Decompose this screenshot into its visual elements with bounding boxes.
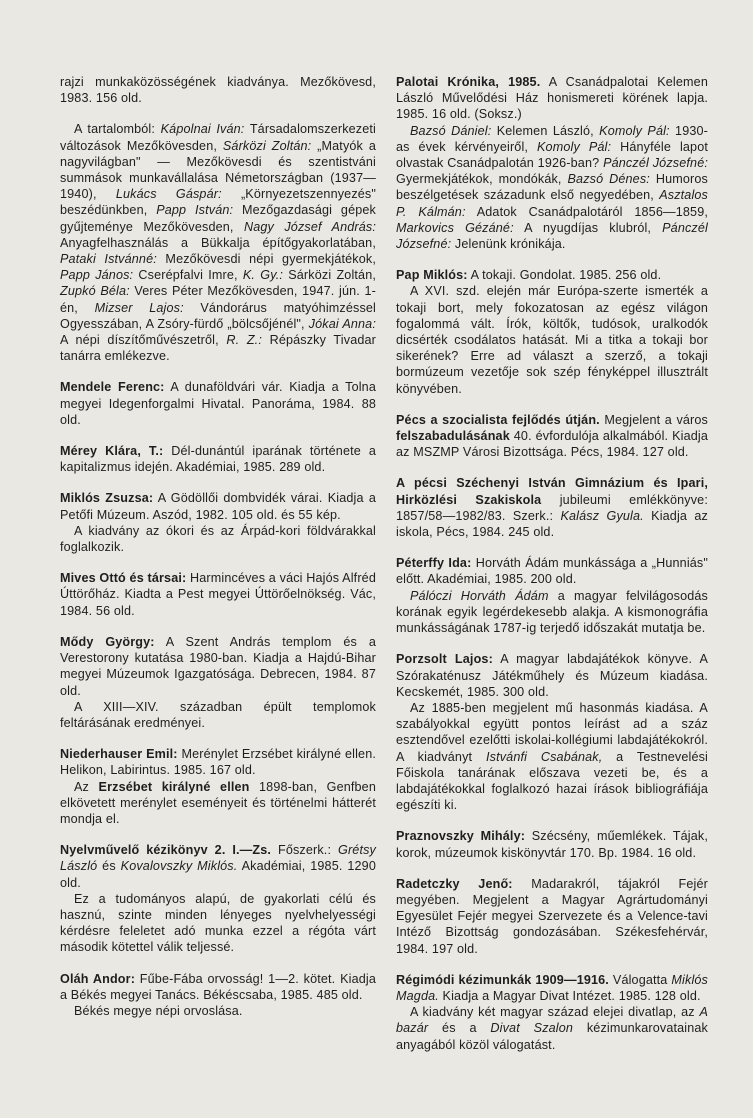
italic-text: Zupkó Béla: [60,284,130,299]
italic-text: Istvánfi Csabának, [485,749,603,764]
text-run: jubileumi emlékkönyve: 1857/58—1982/83. Szerk.: [396,492,708,523]
text-run: A Csanádpalotai Kelemen László Művelődési Ház honismereti körének lapja. 1985. 16 old. (Soksz.) [396,75,708,122]
entry-citation [396,972,708,1004]
bibliography-entry [396,267,708,397]
text-run: A nyugdíjas klubról, [513,220,663,235]
bold-text: A pécsi Széchenyi István Gimnázium és Ipari, Hirközlési Szakiskola [396,476,708,507]
right-column [396,74,708,1068]
text-run: Anyagfelhasználás a Bükkalja építőgyakorlatában, [60,235,376,250]
text-run: rajzi munkaközösségének kiadványa. Mezőkövesd, 1983. 156 old. [60,75,376,106]
bibliography-entry [60,443,376,475]
text-run: Mezőgazdasági gépek gyűjteménye Mezőkövesden, [60,203,376,234]
italic-text: Mizser Lajos: [94,300,184,315]
left-column [60,74,376,1034]
text-run: A dunaföldvári vár. Kiadja a Tolna megyei Idegenforgalmi Hivatal. Panoráma, 1984. 88 old. [60,380,376,427]
text-run: „Matyók a nagyvilágban" — Mezőkövesdi és szentistváni summások munkavállalása Németországban (1937—1940), [60,138,376,202]
text-run: Humoros beszélgetések századunk első negyedében, [396,172,708,203]
text-run: a magyar felvilágosodás korának egyik legérdekesebb alakja. A kismonográfia munkásságának 1787-ig terjedő időszakát mutatja be. [396,588,708,636]
bold-text: Régimódi kézimunkák 1909—1916. [396,972,609,987]
entry-citation [396,828,708,860]
text-run: és a [428,1021,491,1036]
text-run: Az [74,779,99,794]
text-run: Cserépfalvi Imre, [133,268,243,283]
bibliography-entry [396,475,708,540]
text-run: Főszerk.: [271,843,338,858]
italic-text: Kovalovszky Miklós. [120,859,238,874]
bold-text: Praznovszky Mihály: [396,829,526,844]
text-run: Gyermekjátékok, mondókák, [396,172,568,187]
italic-text: Papp István: [156,203,234,218]
entry-annotation [60,891,376,956]
text-run: Madarakról, tájakról Fejér megyében. Megjelent a Magyar Agrártudományi Egyesület Fejér megyei Szervezete és a Velence-tavi Intéző Bizottság gondozásában. Székesfehérvár, 1984. 197 old. [396,876,708,956]
entry-citation [60,443,376,475]
bold-text: Mendele Ferenc: [60,380,165,395]
italic-text: Asztalos P. Kálmán: [396,188,708,219]
entry-citation [60,379,376,428]
bold-text: Péterffy Ida: [396,556,472,571]
text-run: Horváth Ádám munkássága a „Hunniás" előtt. Akadémiai, 1985. 200 old. [396,556,709,587]
entry-citation [396,412,708,461]
text-run: A kiadvány az ókori és az Árpád-kori földvárakkal foglalkozik. [60,523,376,555]
entry-annotation [60,1003,376,1019]
italic-text: A bazár [396,1005,708,1036]
entry-annotation [60,779,376,828]
italic-text: Pánczél Józsefné: [396,220,708,252]
bibliography-entry [396,74,708,252]
text-run: Jelenünk krónikája. [451,237,566,252]
bibliography-entry [60,634,376,731]
bold-text: Erzsébet királyné ellen [98,779,250,794]
entry-annotation [60,699,376,731]
entry-annotation [396,700,708,813]
text-run: Megjelent a város [599,412,708,427]
italic-text: Markovics Gézáné: [396,220,514,235]
entry-annotation [396,283,708,396]
bold-text: felszabadulásának [396,429,510,444]
italic-text: R. Z.: [226,333,262,348]
text-run: A népi díszítőművészetről, [60,333,227,348]
entry-citation [60,842,376,891]
text-run: Kiadja az iskola, Pécs, 1984. 245 old. [396,508,709,540]
entry-citation [60,490,376,522]
text-run: Hányféle lapot olvastak Csanádpalotán 1926-ban? [396,139,709,171]
text-run: A tartalomból: [74,122,161,137]
text-run: 1930-as évek kérvényeiről, [396,123,709,154]
text-run: A Gödöllői dombvidék várai. Kiadja a Petőfi Múzeum. Aszód, 1982. 105 old. és 55 kép. [60,491,376,522]
text-run: és [97,859,121,874]
bibliography-entry [60,570,376,619]
entry-citation [60,570,376,619]
bibliography-entry [60,379,376,428]
text-run: Sárközi Zoltán, [283,268,377,283]
text-run: Fűbe-Fába orvosság! 1—2. kötet. Kiadja a Békés megyei Tanács. Békéscsaba, 1985. 485 old. [60,971,376,1002]
text-run: Répászky Tivadar tanárra emlékezve. [60,333,376,364]
text-run: Adatok Csanádpalotáról 1856—1859, [465,204,708,219]
text-run: A Szent András templom és a Verestorony kutatása 1980-ban. Kiadja a Hajdú-Bihar megyei Múzeumok Igazgatósága. Debrecen, 1984. 87 old. [60,634,376,698]
italic-text: Pálóczi Horváth Ádám [410,588,549,603]
text-run: „Környezetszennyezés" beszédünkben, [60,187,376,218]
text-run: A XIII—XIV. században épült templomok feltárásának eredményei. [60,699,376,730]
text-run: Merénylet Erzsébet királyné ellen. Helikon, Labirintus. 1985. 167 old. [60,747,376,778]
text-run: a Testnevelési Főiskola tanárának előszava vezeti be, és a labdajátékokkal foglalkozó hazai írások bibliográfiája egészíti ki. [396,749,708,813]
bibliography-entry [60,842,376,955]
bold-text: Radetczky Jenő: [396,876,513,891]
bold-text: Nyelvművelő kézikönyv 2. I.—Zs. [60,843,272,858]
text-run: Vándorárus matyóhimzéssel Ogyesszában, A Zsóry-fürdő „bölcsőjénél", [60,300,377,331]
entry-annotation [396,588,708,637]
italic-text: Pánczél Józsefné: [603,156,708,171]
bibliography-entry [60,121,376,364]
text-run: Kelemen László, [491,123,600,138]
bold-text: Miklós Zsuzsa: [60,491,154,506]
entry-citation [396,74,708,123]
italic-text: Grétsy László [60,843,376,874]
bold-text: Mives Ottó és társai: [60,571,187,586]
entry-annotation [396,1004,708,1053]
bold-text: Pap Miklós: [396,268,468,283]
bibliography-entry [396,412,708,461]
text-run: 1898-ban, Genfben elkövetett merénylet eseményeit és történelmi hátterét mondja el. [60,779,376,826]
text-run: A magyar labdajátékok könyve. A Szórakaténusz Játékműhely és Múzeum kiadása. Kecskemét, 1985. 300 old. [396,652,709,699]
italic-text: Bazsó Dániel: [410,123,492,138]
text-run: Az 1885-ben megjelent mű hasonmás kiadása. A szabályokkal együtt pontos leírást ad a száz esztendővel ezelőtti iskolai-kollégiumi labdajátékokról. A kiadványt [396,700,708,764]
text-run: Társadalomszerkezeti változások Mezőkövesden, [60,122,377,153]
bold-text: Niederhauser Emil: [60,747,178,762]
entry-citation [60,746,376,778]
entry-citation [396,876,708,957]
text-run: Válogatta [608,972,672,987]
entry-citation [396,475,708,540]
entry-citation [60,971,376,1003]
italic-text: K. Gy.: [242,268,284,283]
entry-citation [60,634,376,699]
text-run: Mezőkövesdi népi gyermekjátékok, [156,252,376,267]
bold-text: Porzsolt Lajos: [396,652,493,667]
text-run: 40. évfordulója alkalmából. Kiadja az MSZMP Városi Bizottsága. Pécs, 1984. 127 old. [396,429,708,460]
text-run: Kiadja a Magyar Divat Intézet. 1985. 128 old. [438,988,701,1003]
italic-text: Komoly Pál: [537,139,612,154]
italic-text: Komoly Pál: [599,123,670,138]
entry-citation [396,267,708,283]
text-run: Ez a tudományos alapú, de gyakorlati célú és hasznú, szinte minden lényeges nyelvhelyességi kérdésre feleletet adó munka ezzel a régóta várt második kötettel válik teljessé. [60,891,376,955]
italic-text: Nagy József András: [243,219,376,234]
entry-annotation [60,523,376,555]
text-run: Szécsény, műemlékek. Tájak, korok, múzeumok kiskönyvtár 170. Bp. 1984. 16 old. [396,829,708,860]
bold-text: Mődy György: [60,634,155,649]
bibliography-entry [396,876,708,957]
text-run: A XVI. szd. elején már Európa-szerte ismerték a tokaji bort, mely fokozatosan az egész világon fogalommá vált. Írók, költők, tudósok, uralkodók dicsérték csodálatos hatását. Mi a titka a tokaji bor sikerének? Erre ad választ a szerző, a tokaji bormúzeum vezetője sok szép fényképpel illusztrált könyvében. [396,284,708,396]
italic-text: Kalász Gyula. [560,508,644,523]
italic-text: Lukács Gáspár: [115,187,222,202]
text-run: Békés megye népi orvoslása. [74,1003,243,1018]
italic-text: Divat Szalon [490,1021,574,1036]
italic-text: Miklós Magda. [396,972,708,1003]
entry-annotation [396,123,708,253]
text-run: Akadémiai, 1985. 1290 old. [60,859,376,890]
bibliography-entry [60,74,376,106]
italic-text: Sárközi Zoltán: [222,138,312,153]
entry-citation [396,555,708,587]
bold-text: Pécs a szocialista fejlődés útján. [396,412,600,427]
entry-citation [60,74,376,106]
bibliography-entry [396,651,708,813]
text-run: kézimunkarovatainak anyagából közöl válogatást. [396,1021,709,1052]
italic-text: Kápolnai Iván: [160,122,245,137]
text-run: A tokaji. Gondolat. 1985. 256 old. [467,268,662,283]
text-run: Harmincéves a váci Hajós Alfréd Úttörőház. Kiadta a Pest megyei Úttörőelnökség. Vác, 1984. 56 old. [60,571,376,618]
entry-citation [60,121,376,364]
italic-text: Pataki Istvánné: [60,252,157,267]
entry-citation [396,651,708,700]
bibliography-entry [60,746,376,827]
text-run: Dél-dunántúl iparának története a kapitalizmus idején. Akadémiai, 1985. 289 old. [60,444,377,475]
bibliography-entry [396,828,708,860]
bibliography-entry [396,972,708,1053]
italic-text: Jókai Anna: [308,316,376,331]
bold-text: Mérey Klára, T.: [60,444,164,459]
italic-text: Bazsó Dénes: [567,172,650,187]
bibliography-entry [60,490,376,555]
bibliography-entry [60,971,376,1020]
text-run: Veres Péter Mezőkövesden, 1947. jún. 1-én, [60,284,376,315]
text-run: A kiadvány két magyar század elejei divatlap, az [410,1005,700,1020]
italic-text: Papp János: [60,268,134,283]
bibliography-entry [396,555,708,636]
bold-text: Oláh Andor: [60,971,136,986]
bold-text: Palotai Krónika, 1985. [396,75,541,89]
